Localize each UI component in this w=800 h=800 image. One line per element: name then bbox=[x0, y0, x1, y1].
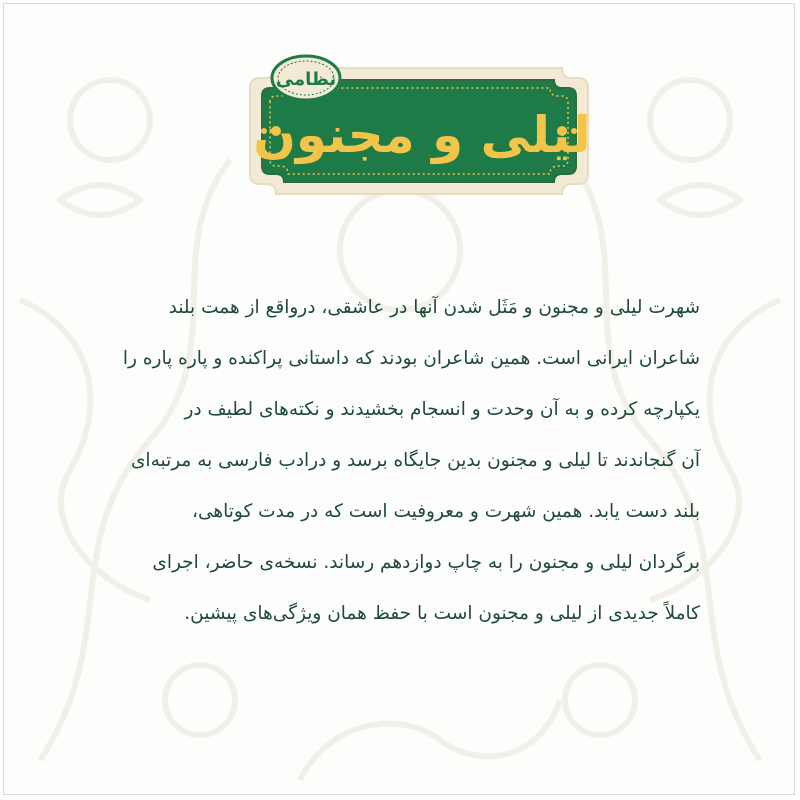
description-line-7: کاملاً جدیدی از لیلی و مجنون است با حفظ همان ویژگی‌های پیشین. bbox=[184, 603, 700, 624]
description-line-2: شاعران ایرانی است. همین شاعران بودند که داستانی پراکنده و پاره پاره را bbox=[122, 348, 700, 369]
description-line-4: آن گنجاندند تا لیلی و مجنون بدین جایگاه برسد و درادب فارسی به مرتبه‌ای bbox=[130, 450, 700, 471]
description-line-5: بلند دست یابد. همین شهرت و معروفیت است که در مدت کوتاهی، bbox=[192, 501, 700, 522]
description-line-3: یکپارچه کرده و به آن وحدت و انسجام بخشیدند و نکته‌های لطیف در bbox=[184, 399, 700, 420]
description-line-1: شهرت لیلی و مجنون و مَثَل شدن آنها در عاشقی، درواقع از همت بلند bbox=[168, 297, 700, 318]
logo-title-text: لیلی و مجنون bbox=[253, 106, 591, 164]
description-paragraph bbox=[118, 282, 700, 639]
book-title-logo bbox=[236, 48, 602, 206]
description-line-6: برگردان لیلی و مجنون را به چاپ دوازدهم رساند. نسخه‌ی حاضر، اجرای bbox=[152, 552, 700, 573]
logo-author-text: نظامی bbox=[275, 69, 337, 90]
